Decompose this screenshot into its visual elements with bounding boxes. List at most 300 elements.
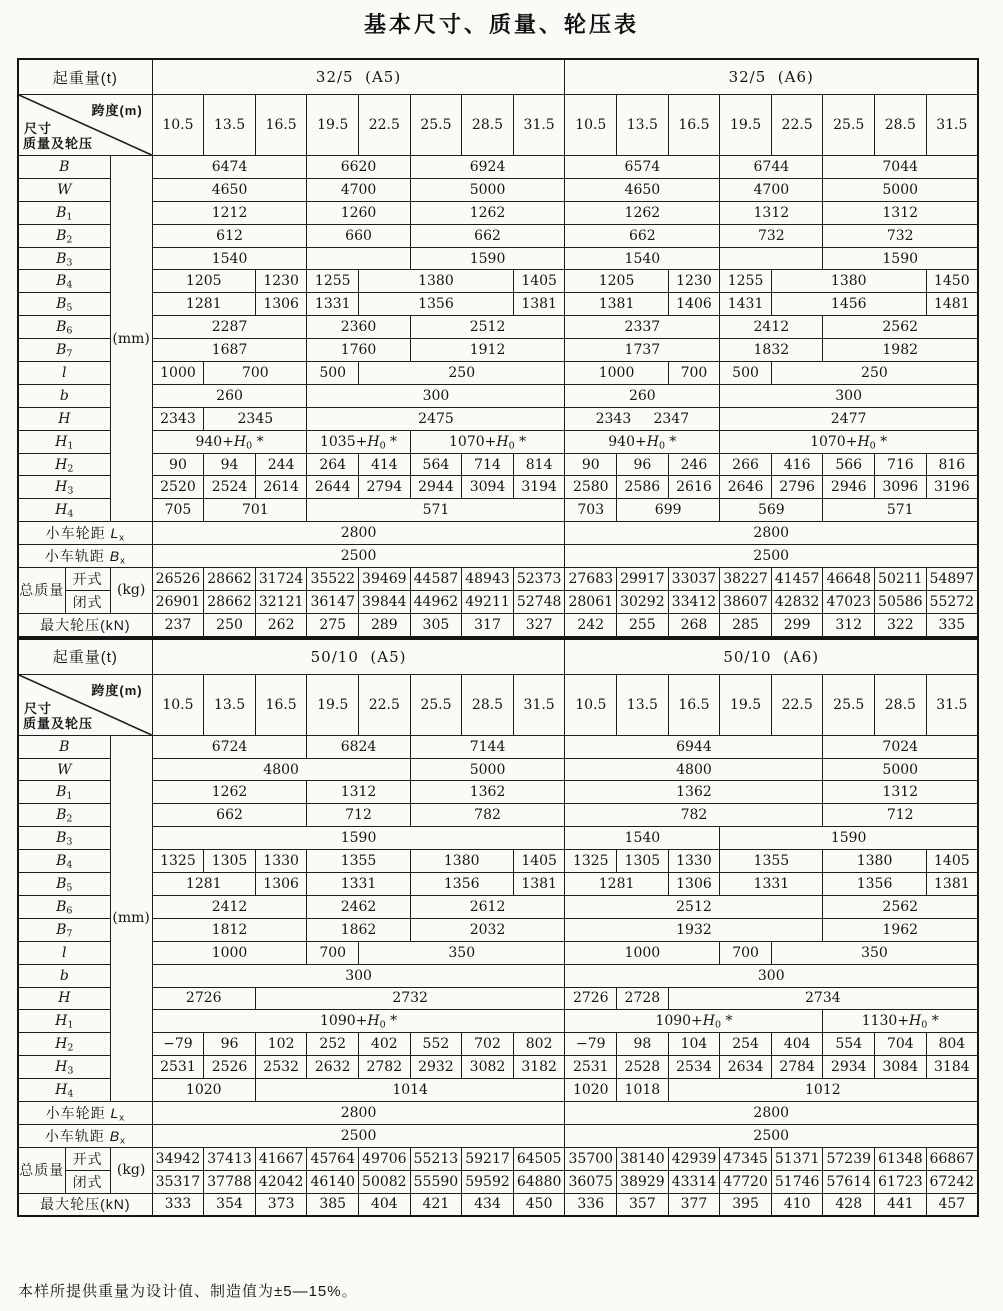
row-label-total-mass: 总质量 (18, 568, 65, 614)
value-cell: 410 (771, 1193, 823, 1216)
value-cell: 1737 (565, 339, 720, 362)
value-cell: 260 (152, 384, 307, 407)
value-cell: 2646 (720, 476, 772, 499)
value-cell: 3182 (513, 1056, 565, 1079)
value-cell: 457 (926, 1193, 978, 1216)
value-cell: 336 (565, 1193, 617, 1216)
value-cell: 2512 (410, 316, 565, 339)
value-cell: 2800 (152, 1101, 565, 1124)
value-cell: 662 (410, 224, 565, 247)
value-cell: 333 (152, 1193, 204, 1216)
value-cell: 1262 (152, 781, 307, 804)
value-cell: 305 (410, 613, 462, 636)
value-cell: 404 (771, 1033, 823, 1056)
value-cell: 33412 (668, 590, 720, 613)
dim-unit: (mm) (110, 156, 152, 522)
value-cell: 569 (720, 499, 823, 522)
value-cell: 385 (307, 1193, 359, 1216)
value-cell: $1090+H_0$ * (152, 1010, 565, 1033)
value-cell: 36147 (307, 590, 359, 613)
value-cell: 6620 (307, 156, 410, 179)
value-cell: 246 (668, 453, 720, 476)
value-cell: 2512 (565, 895, 823, 918)
value-cell: 1590 (410, 247, 565, 270)
value-cell: 1380 (410, 850, 513, 873)
value-cell: 300 (307, 384, 565, 407)
value-cell: 395 (720, 1193, 772, 1216)
span-header: 22.5 (771, 674, 823, 735)
value-cell: 2612 (410, 895, 565, 918)
value-cell: 564 (410, 453, 462, 476)
value-cell: 98 (617, 1033, 669, 1056)
value-cell: 782 (410, 804, 565, 827)
value-cell: 1832 (720, 339, 823, 362)
value-cell: 1481 (926, 293, 978, 316)
value-cell: 571 (823, 499, 978, 522)
span-header: 10.5 (152, 95, 204, 156)
span-header: 28.5 (875, 95, 927, 156)
row-label: W (18, 178, 110, 201)
row-sublabel-closed: 闭式 (65, 1170, 110, 1193)
row-label: 小车轮距 $L_x$ (18, 522, 152, 545)
mass-unit: (kg) (110, 1147, 152, 1193)
value-cell: 1450 (926, 270, 978, 293)
value-cell: 703 (565, 499, 617, 522)
value-cell: 414 (359, 453, 411, 476)
value-cell: 266 (720, 453, 772, 476)
value-cell: 5000 (823, 178, 978, 201)
row-label: 小车轨距 $B_x$ (18, 545, 152, 568)
value-cell: 6724 (152, 735, 307, 758)
value-cell: 2562 (823, 895, 978, 918)
value-cell: 1281 (565, 873, 668, 896)
footnote: 本样所提供重量为设计值、制造值为±5—15%。 (18, 1283, 358, 1300)
value-cell: 662 (565, 224, 720, 247)
row-label-wheel-load: 最大轮压(kN) (18, 613, 152, 636)
value-cell: 1590 (823, 247, 978, 270)
value-cell: 2345 (204, 407, 307, 430)
span-header: 10.5 (565, 95, 617, 156)
value-cell: $1090+H_0$ * (565, 1010, 823, 1033)
value-cell: 61348 (875, 1147, 927, 1170)
value-cell: 64880 (513, 1170, 565, 1193)
value-cell: 254 (720, 1033, 772, 1056)
span-header: 16.5 (668, 95, 720, 156)
value-cell: 1260 (307, 201, 410, 224)
value-cell: 42042 (255, 1170, 307, 1193)
value-cell: 285 (720, 613, 772, 636)
value-cell: 1020 (152, 1079, 255, 1102)
diagonal-header (18, 674, 152, 735)
value-cell: 67242 (926, 1170, 978, 1193)
value-cell: 2477 (720, 407, 978, 430)
page-title: 基本尺寸、质量、轮压表 (363, 12, 639, 37)
value-cell: 55590 (410, 1170, 462, 1193)
row-label: $H_1$ (18, 430, 110, 453)
value-cell: 2531 (152, 1056, 204, 1079)
value-cell: 1405 (926, 850, 978, 873)
spec-tables (17, 58, 979, 1217)
value-cell: 1000 (565, 941, 720, 964)
value-cell: 350 (771, 941, 978, 964)
value-cell: 2524 (204, 476, 256, 499)
spec-table-section-1 (17, 58, 979, 638)
span-header: 31.5 (926, 95, 978, 156)
value-cell: 1540 (565, 247, 720, 270)
row-label: H (18, 987, 110, 1010)
value-cell: 327 (513, 613, 565, 636)
value-cell: 4700 (307, 178, 410, 201)
value-cell: 1962 (823, 918, 978, 941)
row-label-wheel-load: 最大轮压(kN) (18, 1193, 152, 1216)
value-cell: 33037 (668, 568, 720, 591)
row-label: $B_4$ (18, 850, 110, 873)
value-cell: 554 (823, 1033, 875, 1056)
value-cell: 50211 (875, 568, 927, 591)
row-label: l (18, 941, 110, 964)
value-cell: 1331 (307, 873, 410, 896)
span-header: 31.5 (513, 674, 565, 735)
value-cell: 2784 (771, 1056, 823, 1079)
row-label: B (18, 156, 110, 179)
value-cell: 3194 (513, 476, 565, 499)
value-cell: 55272 (926, 590, 978, 613)
value-cell: 1912 (410, 339, 565, 362)
value-cell: 2934 (823, 1056, 875, 1079)
capacity-a6: 32/5 (A6) (565, 59, 978, 95)
diagonal-label-mass-wheel: 质量及轮压 (23, 136, 94, 151)
value-cell: 1000 (152, 362, 204, 385)
value-cell: 732 (823, 224, 978, 247)
value-cell: 237 (152, 613, 204, 636)
value-cell: 2734 (668, 987, 978, 1010)
value-cell: 47345 (720, 1147, 772, 1170)
value-cell: 4800 (565, 758, 823, 781)
span-header: 16.5 (668, 674, 720, 735)
value-cell: 2586 (617, 476, 669, 499)
value-cell: 3184 (926, 1056, 978, 1079)
value-cell: 250 (204, 613, 256, 636)
value-cell: 2632 (307, 1056, 359, 1079)
value-cell: 2800 (565, 1101, 978, 1124)
row-label: $H_3$ (18, 1056, 110, 1079)
value-cell: 52748 (513, 590, 565, 613)
value-cell: 2580 (565, 476, 617, 499)
value-cell: 2796 (771, 476, 823, 499)
value-cell: 2032 (410, 918, 565, 941)
value-cell: 26901 (152, 590, 204, 613)
value-cell: 90 (565, 453, 617, 476)
value-cell: 1431 (720, 293, 772, 316)
value-cell: 2520 (152, 476, 204, 499)
value-cell: 50586 (875, 590, 927, 613)
span-header: 13.5 (617, 674, 669, 735)
span-header: 22.5 (359, 674, 411, 735)
value-cell: 90 (152, 453, 204, 476)
value-cell: 1381 (513, 873, 565, 896)
value-cell: 2726 (152, 987, 255, 1010)
value-cell: 1380 (771, 270, 926, 293)
value-cell: 2728 (617, 987, 669, 1010)
value-cell: 42939 (668, 1147, 720, 1170)
value-cell: 3096 (875, 476, 927, 499)
value-cell: 662 (152, 804, 307, 827)
value-cell: 28662 (204, 568, 256, 591)
value-cell: $940+H_0$ * (152, 430, 307, 453)
value-cell: 51746 (771, 1170, 823, 1193)
value-cell: 55213 (410, 1147, 462, 1170)
span-header: 28.5 (875, 674, 927, 735)
value-cell: 702 (462, 1033, 514, 1056)
value-cell: 1380 (823, 850, 926, 873)
span-header: 25.5 (823, 95, 875, 156)
value-cell: 57614 (823, 1170, 875, 1193)
row-label: $H_2$ (18, 1033, 110, 1056)
value-cell: 1018 (617, 1079, 669, 1102)
row-label: $H_1$ (18, 1010, 110, 1033)
value-cell: 57239 (823, 1147, 875, 1170)
row-label: B (18, 735, 110, 758)
value-cell: 37413 (204, 1147, 256, 1170)
span-header: 13.5 (204, 674, 256, 735)
value-cell: 37788 (204, 1170, 256, 1193)
value-cell: 1405 (513, 270, 565, 293)
diagonal-label-mass-wheel: 质量及轮压 (23, 715, 94, 731)
span-header: 13.5 (204, 95, 256, 156)
value-cell: 46648 (823, 568, 875, 591)
value-cell: 2944 (410, 476, 462, 499)
value-cell: 300 (565, 964, 978, 987)
row-label: $B_2$ (18, 804, 110, 827)
value-cell: 2343 (152, 407, 204, 430)
value-cell: 612 (152, 224, 307, 247)
value-cell: 47720 (720, 1170, 772, 1193)
value-cell: 1014 (255, 1079, 565, 1102)
value-cell: 700 (720, 941, 772, 964)
value-cell: 1982 (823, 339, 978, 362)
value-cell: 289 (359, 613, 411, 636)
value-cell: 354 (204, 1193, 256, 1216)
value-cell: 716 (875, 453, 927, 476)
value-cell: 31724 (255, 568, 307, 591)
row-label: $H_4$ (18, 499, 110, 522)
value-cell: 1312 (720, 201, 823, 224)
value-cell: 3196 (926, 476, 978, 499)
value-cell: 66867 (926, 1147, 978, 1170)
value-cell: 1362 (565, 781, 823, 804)
value-cell: 1281 (152, 293, 255, 316)
value-cell: 2412 (720, 316, 823, 339)
value-cell (720, 247, 823, 270)
value-cell: 705 (152, 499, 204, 522)
value-cell: 264 (307, 453, 359, 476)
row-label: $B_5$ (18, 873, 110, 896)
span-header: 28.5 (462, 674, 514, 735)
value-cell: −79 (565, 1033, 617, 1056)
span-header: 22.5 (771, 95, 823, 156)
value-cell: 2726 (565, 987, 617, 1010)
value-cell: 2412 (152, 895, 307, 918)
span-header: 10.5 (565, 674, 617, 735)
row-label: l (18, 362, 110, 385)
value-cell: 244 (255, 453, 307, 476)
value-cell: 44587 (410, 568, 462, 591)
value-cell: 35700 (565, 1147, 617, 1170)
value-cell: 44962 (410, 590, 462, 613)
value-cell: 1456 (771, 293, 926, 316)
value-cell: 30292 (617, 590, 669, 613)
value-cell: 1230 (668, 270, 720, 293)
diagonal-header-cell (19, 675, 152, 735)
value-cell: 1381 (926, 873, 978, 896)
span-header: 25.5 (823, 674, 875, 735)
value-cell: 96 (617, 453, 669, 476)
row-label: $B_6$ (18, 316, 110, 339)
value-cell: −79 (152, 1033, 204, 1056)
value-cell: $1070+H_0$ * (410, 430, 565, 453)
diagonal-label-span: 跨度(m) (91, 103, 143, 118)
value-cell: 1331 (307, 293, 359, 316)
value-cell: 2475 (307, 407, 565, 430)
span-header: 22.5 (359, 95, 411, 156)
row-label: $B_7$ (18, 339, 110, 362)
value-cell: 1540 (152, 247, 307, 270)
value-cell: 2528 (617, 1056, 669, 1079)
value-cell: 1262 (410, 201, 565, 224)
value-cell: 704 (875, 1033, 927, 1056)
value-cell: 61723 (875, 1170, 927, 1193)
value-cell: 275 (307, 613, 359, 636)
value-cell: 36075 (565, 1170, 617, 1193)
value-cell: 1932 (565, 918, 823, 941)
value-cell: 1306 (255, 293, 307, 316)
value-cell: 335 (926, 613, 978, 636)
value-cell: 1362 (410, 781, 565, 804)
value-cell: 38140 (617, 1147, 669, 1170)
value-cell: 441 (875, 1193, 927, 1216)
value-cell: 699 (617, 499, 720, 522)
value-cell: 2531 (565, 1056, 617, 1079)
row-label: $B_3$ (18, 827, 110, 850)
row-sublabel-open: 开式 (65, 1147, 110, 1170)
value-cell: 1331 (720, 873, 823, 896)
value-cell: 2946 (823, 476, 875, 499)
value-cell: 2534 (668, 1056, 720, 1079)
value-cell: 1000 (565, 362, 668, 385)
value-cell: 1330 (255, 850, 307, 873)
value-cell: 38227 (720, 568, 772, 591)
value-cell: 1281 (152, 873, 255, 896)
value-cell: 552 (410, 1033, 462, 1056)
value-cell: 255 (617, 613, 669, 636)
value-cell: 1255 (720, 270, 772, 293)
diagonal-label-dimension: 尺寸 (24, 121, 53, 136)
value-cell: 4650 (152, 178, 307, 201)
value-cell: 428 (823, 1193, 875, 1216)
diagonal-header-cell (19, 95, 152, 155)
value-cell: 262 (255, 613, 307, 636)
value-cell: 2287 (152, 316, 307, 339)
row-label: 小车轨距 $B_x$ (18, 1124, 152, 1147)
value-cell: 102 (255, 1033, 307, 1056)
value-cell: 714 (462, 453, 514, 476)
value-cell: 1262 (565, 201, 720, 224)
value-cell: $940+H_0$ * (565, 430, 720, 453)
value-cell: 32121 (255, 590, 307, 613)
value-cell: 34942 (152, 1147, 204, 1170)
value-cell: 2500 (152, 1124, 565, 1147)
value-cell: 1230 (255, 270, 307, 293)
value-cell: 38929 (617, 1170, 669, 1193)
value-cell: 28662 (204, 590, 256, 613)
value-cell: 2462 (307, 895, 410, 918)
diagonal-label-span: 跨度(m) (91, 682, 143, 698)
value-cell: 52373 (513, 568, 565, 591)
span-header: 25.5 (410, 674, 462, 735)
value-cell: 1590 (152, 827, 565, 850)
row-label: $B_7$ (18, 918, 110, 941)
span-header: 16.5 (255, 674, 307, 735)
value-cell: 1356 (410, 873, 513, 896)
value-cell: 350 (359, 941, 565, 964)
value-cell: 2932 (410, 1056, 462, 1079)
row-label: $B_2$ (18, 224, 110, 247)
value-cell: 377 (668, 1193, 720, 1216)
span-header: 31.5 (513, 95, 565, 156)
value-cell: 27683 (565, 568, 617, 591)
value-cell: 104 (668, 1033, 720, 1056)
value-cell: 322 (875, 613, 927, 636)
value-cell: 317 (462, 613, 514, 636)
value-cell: 54897 (926, 568, 978, 591)
value-cell: 1255 (307, 270, 359, 293)
value-cell: 46140 (307, 1170, 359, 1193)
value-cell: 3082 (462, 1056, 514, 1079)
value-cell: 47023 (823, 590, 875, 613)
value-cell: 1355 (307, 850, 410, 873)
value-cell: 2360 (307, 316, 410, 339)
value-cell: 712 (307, 804, 410, 827)
value-cell: 252 (307, 1033, 359, 1056)
value-cell: 250 (771, 362, 978, 385)
value-cell: 732 (720, 224, 823, 247)
value-cell: 29917 (617, 568, 669, 591)
value-cell: 7024 (823, 735, 978, 758)
value-cell: 51371 (771, 1147, 823, 1170)
row-label: $H_4$ (18, 1079, 110, 1102)
value-cell: 1330 (668, 850, 720, 873)
value-cell: 1380 (359, 270, 514, 293)
value-cell: 404 (359, 1193, 411, 1216)
value-cell: 312 (823, 613, 875, 636)
diagonal-header (18, 95, 152, 156)
value-cell: 2634 (720, 1056, 772, 1079)
span-header: 10.5 (152, 674, 204, 735)
value-cell: 1406 (668, 293, 720, 316)
value-cell: 1381 (565, 293, 668, 316)
row-label: $B_6$ (18, 895, 110, 918)
value-cell: 700 (307, 941, 359, 964)
value-cell: 6574 (565, 156, 720, 179)
row-label: H (18, 407, 110, 430)
value-cell: $1070+H_0$ * (720, 430, 978, 453)
value-cell: 1760 (307, 339, 410, 362)
span-header: 31.5 (926, 674, 978, 735)
row-label: $H_3$ (18, 476, 110, 499)
row-label: $H_2$ (18, 453, 110, 476)
value-cell: 1205 (152, 270, 255, 293)
capacity-a5: 32/5 (A5) (152, 59, 565, 95)
